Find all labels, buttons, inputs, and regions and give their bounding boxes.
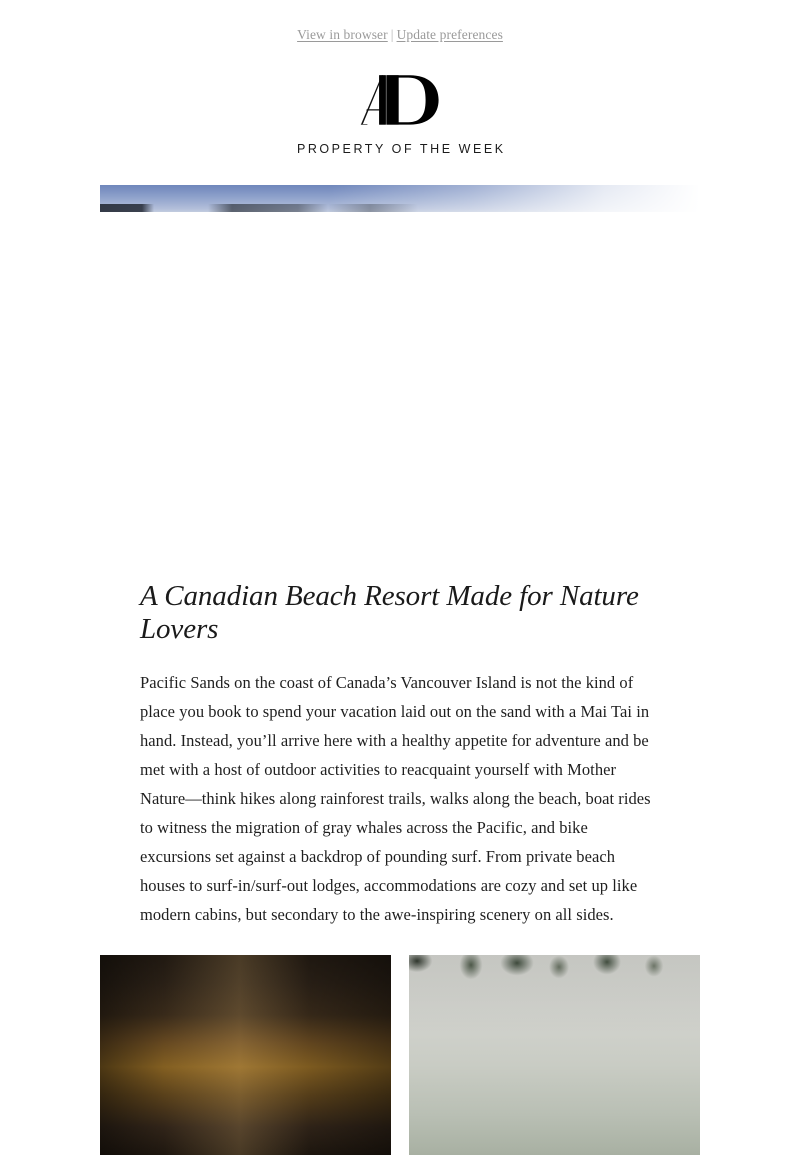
masthead <box>0 44 800 157</box>
forest-photo <box>409 955 700 1155</box>
gallery-two-up <box>100 955 700 1155</box>
preheader-bar <box>0 0 800 44</box>
article <box>100 580 700 929</box>
hero-unloaded-area <box>100 212 700 580</box>
hero-photo[interactable] <box>100 185 700 580</box>
page-title: A Canadian Beach Resort Made for Nature Lovers <box>140 580 639 645</box>
view-in-browser-link[interactable]: View in browser <box>297 27 388 42</box>
update-preferences-link[interactable]: Update preferences <box>396 27 503 42</box>
gallery-item-interior[interactable] <box>100 955 391 1155</box>
brandline: PROPERTY OF THE WEEK <box>296 142 506 156</box>
preheader-separator: | <box>390 27 394 42</box>
article-body: Pacific Sands on the coast of Canada’s Vancouver Island is not the kind of place you book to spend your vacation laid out on the sand with a Mai Tai in hand. Instead, you’ll arrive here with a healthy appetite for adventure and be met with a host of outdoor activities to reacquaint yourself with Mother Nature—think hikes along rainforest trails, walks along the beach, boat rides to witness the migration of gray whales across the Pacific, and bike excursions set against a backdrop of pounding surf. From private beach houses to surf-in/surf-out lodges, accommodations are cozy and set up like modern cabins, but secondary to the awe-inspiring scenery on all sides. <box>140 673 651 924</box>
interior-photo <box>100 955 391 1155</box>
ad-monogram-logo-icon[interactable] <box>352 74 448 128</box>
gallery-item-forest[interactable] <box>409 955 700 1155</box>
hero-image-block <box>100 185 700 580</box>
